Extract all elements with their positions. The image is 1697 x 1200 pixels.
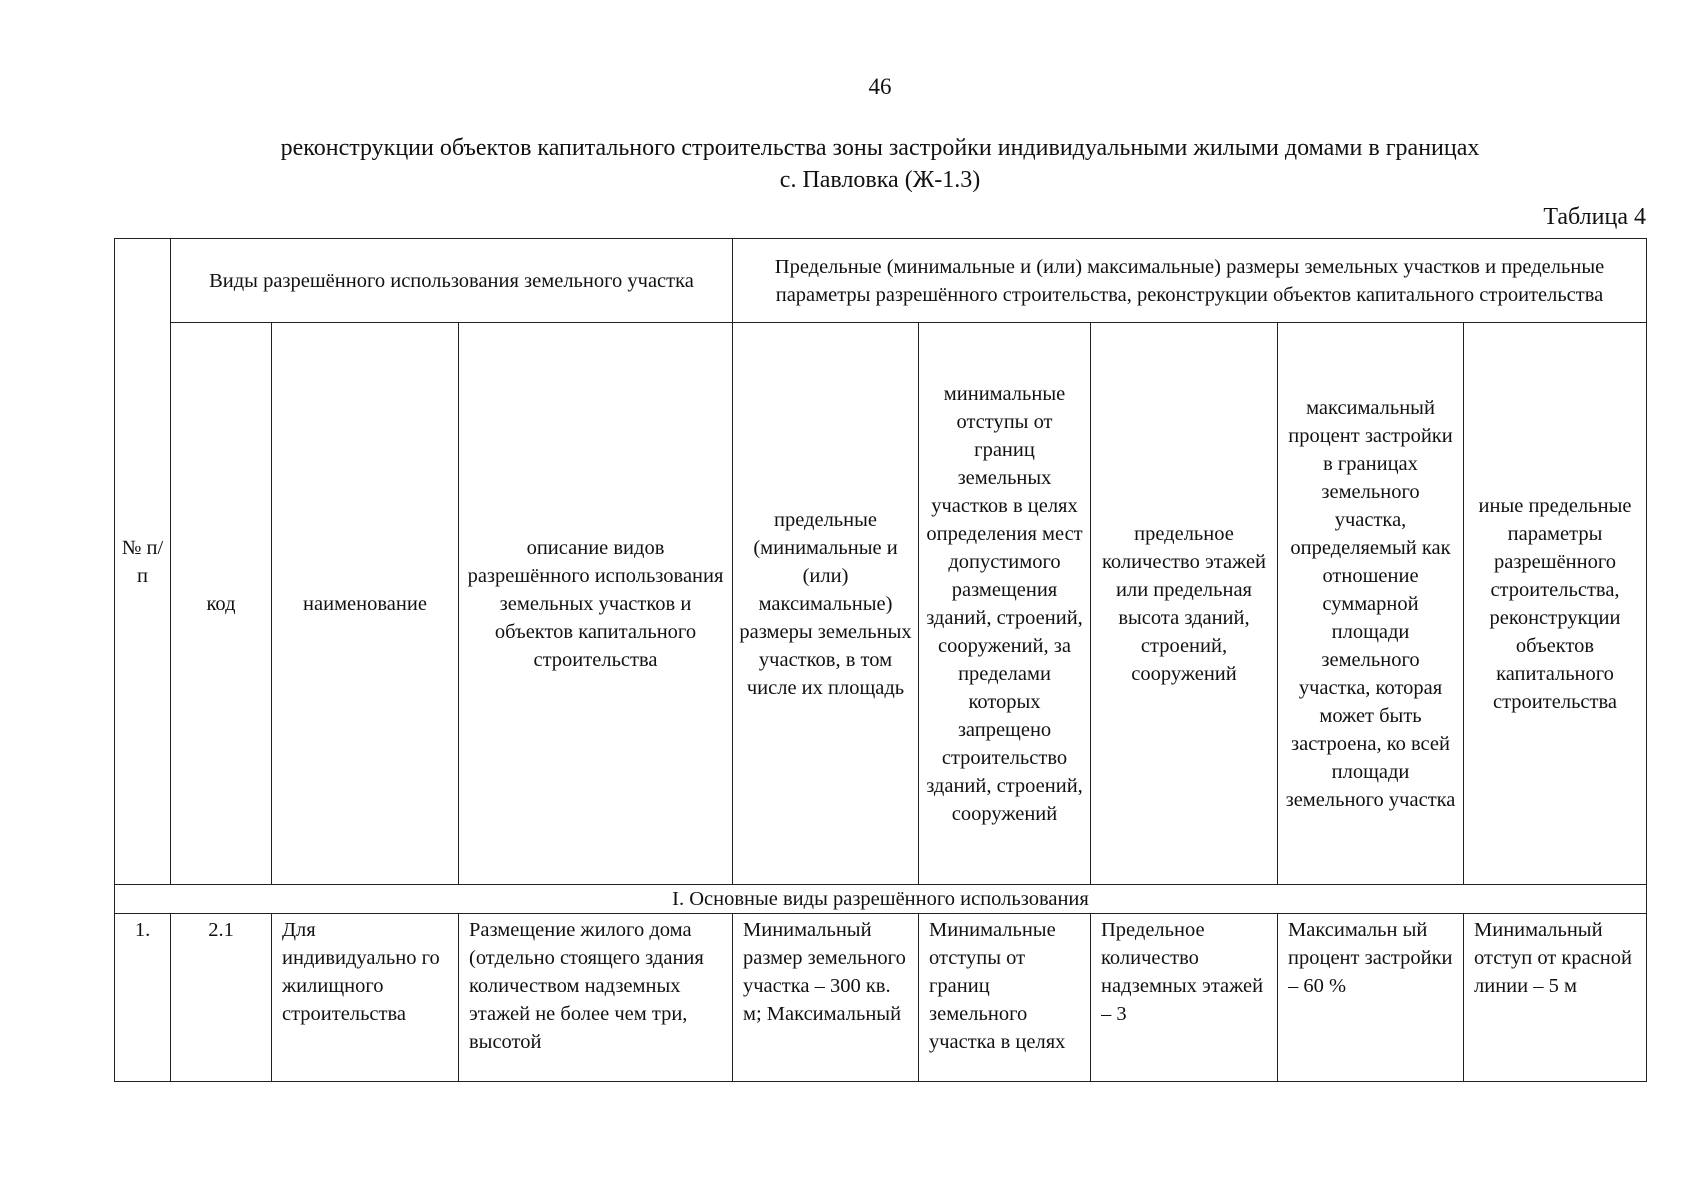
header-group-types <box>171 239 733 323</box>
header-setbacks <box>919 323 1091 885</box>
header-name-label: наименование <box>303 592 427 615</box>
section-title: I. Основные виды разрешённого использования <box>115 885 1647 914</box>
row-other-params <box>1464 914 1647 1082</box>
header-floors-label: предельное количество этажей или предельная высота зданий, строений, сооружений <box>1101 522 1267 685</box>
row-description <box>459 914 733 1082</box>
row-name-text: Для индивидуально го жилищного строительства <box>282 919 440 1025</box>
header-other-params-label: иные предельные параметры разрешённого строительства, реконструкции объектов капитального строительства <box>1478 494 1632 713</box>
header-plot-size-label: предельные (минимальные и (или) максимальные) размеры земельных участков, в том числе их площадь <box>739 508 912 699</box>
header-code-label: код <box>206 592 236 615</box>
row-floors <box>1091 914 1278 1082</box>
header-floors <box>1091 323 1278 885</box>
header-row-groups <box>115 239 1647 323</box>
title-line-1: реконструкции объектов капитального строительства зоны застройки индивидуальными жилыми домами в границах <box>280 135 1480 161</box>
header-plot-size <box>733 323 919 885</box>
document-title <box>150 132 1610 196</box>
section-row <box>115 885 1647 914</box>
header-description <box>459 323 733 885</box>
header-code <box>171 323 272 885</box>
table-label: Таблица 4 <box>1543 204 1646 230</box>
row-number <box>115 914 171 1082</box>
row-description-text: Размещение жилого дома (отдельно стоящего здания количеством надземных этажей не более чем три, высотой <box>469 919 704 1053</box>
row-plot-size-text: Минимальный размер земельного участка – 300 кв. м; Максимальный <box>743 919 906 1025</box>
header-description-label: описание видов разрешённого использования земельных участков и объектов капитального строительства <box>467 536 724 671</box>
row-code-text: 2.1 <box>208 919 234 941</box>
row-other-params-text: Минимальный отступ от красной линии – 5 м <box>1474 919 1632 997</box>
header-setbacks-label: минимальные отступы от границ земельных участков в целях определения мест допустимого размещения зданий, строений, сооружений, за пределами которых запрещено строительство зданий, строений, сооружений <box>926 382 1083 825</box>
row-max-coverage-text: Максимальн ый процент застройки – 60 % <box>1288 919 1453 997</box>
header-max-coverage <box>1278 323 1464 885</box>
title-line-2: с. Павловка (Ж-1.3) <box>779 167 981 193</box>
header-max-coverage-label: максимальный процент застройки в границах земельного участка, определяемый как отношение суммарной площади земельного участка, которая может быть застроена, ко всей площади земельного участка <box>1285 396 1456 811</box>
row-floors-text: Предельное количество надземных этажей – 3 <box>1101 919 1264 1025</box>
row-plot-size <box>733 914 919 1082</box>
header-row-columns <box>115 323 1647 885</box>
header-other-params <box>1464 323 1647 885</box>
header-group-limits <box>733 239 1647 323</box>
row-setbacks-text: Минимальные отступы от границ земельного участка в целях <box>929 919 1066 1053</box>
row-code <box>171 914 272 1082</box>
header-group-types-label: Виды разрешённого использования земельного участка <box>209 269 694 292</box>
regulations-table <box>114 238 1647 1082</box>
row-name <box>272 914 459 1082</box>
header-name <box>272 323 459 885</box>
page-number: 46 <box>868 74 892 99</box>
row-number-text: 1. <box>134 919 151 941</box>
header-number-label: № п/п <box>121 536 164 587</box>
header-number <box>115 239 171 885</box>
table-row <box>115 914 1647 1082</box>
row-setbacks <box>919 914 1091 1082</box>
header-group-limits-label: Предельные (минимальные и (или) максимальные) размеры земельных участков и предельные параметры разрешённого строительства, реконструкции объектов капитального строительства <box>774 255 1605 306</box>
row-max-coverage <box>1278 914 1464 1082</box>
